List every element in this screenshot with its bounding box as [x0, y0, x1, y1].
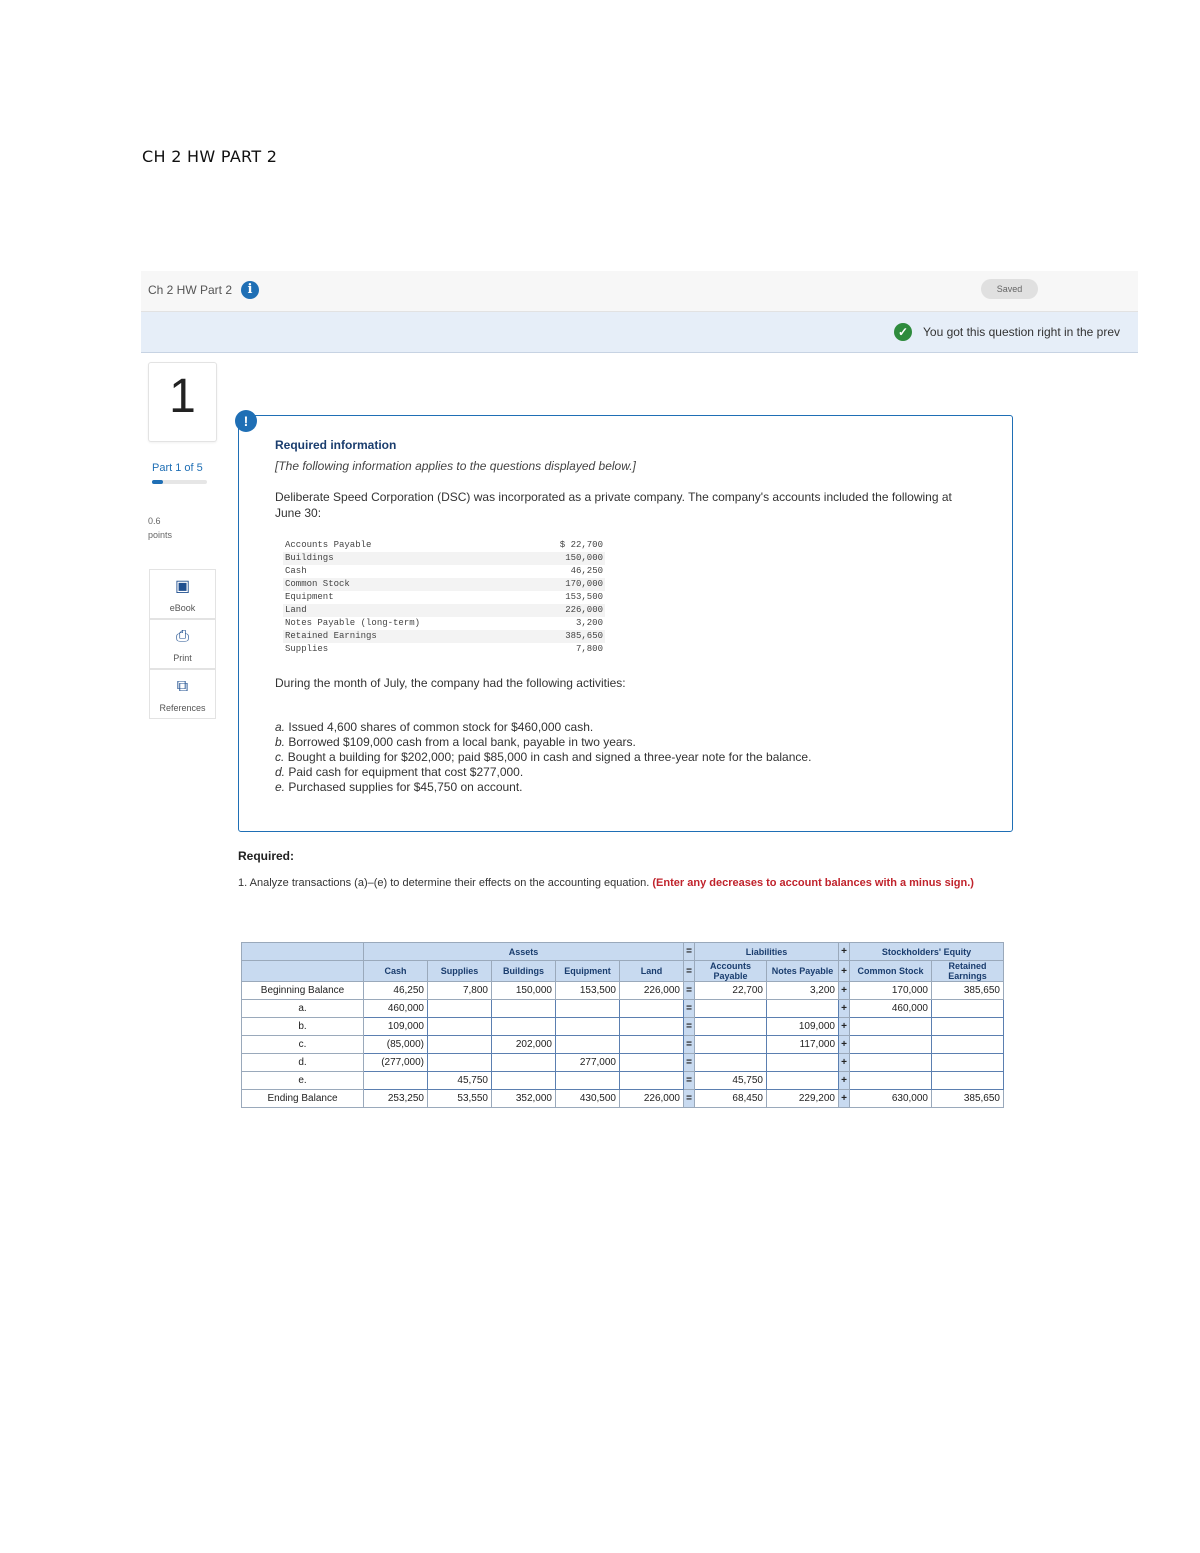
- equals-sign: =: [684, 1090, 695, 1108]
- cell-cash: 253,250: [364, 1090, 428, 1108]
- ebook-label: eBook: [169, 603, 196, 613]
- cell-buildings: 150,000: [492, 982, 556, 1000]
- col-common-stock: Common Stock: [850, 961, 932, 982]
- account-name: Retained Earnings: [283, 630, 523, 643]
- cell-land: 226,000: [620, 982, 684, 1000]
- activity-item: c. Bought a building for $202,000; paid $85,000 in cash and signed a three-year note for the balance.: [275, 750, 812, 764]
- account-row: [283, 552, 605, 565]
- cell-equipment[interactable]: [556, 1018, 620, 1036]
- print-label: Print: [173, 653, 192, 663]
- required-information-box: [238, 415, 1013, 832]
- cell-np: 229,200: [767, 1090, 839, 1108]
- part-label: Part 1 of 5: [152, 462, 203, 474]
- cell-ap: 22,700: [695, 982, 767, 1000]
- plus-sign: +: [839, 982, 850, 1000]
- company-intro: Deliberate Speed Corporation (DSC) was incorporated as a private company. The company's accounts included the following at June 30:: [275, 490, 952, 520]
- cell-supplies[interactable]: [428, 1054, 492, 1072]
- cell-ap[interactable]: [695, 1018, 767, 1036]
- cell-ap[interactable]: 45,750: [695, 1072, 767, 1090]
- plus-sign: +: [839, 1036, 850, 1054]
- cell-re[interactable]: [932, 1054, 1004, 1072]
- equals-sign: =: [684, 1054, 695, 1072]
- book-icon: ▣: [174, 578, 191, 595]
- cell-ap: 68,450: [695, 1090, 767, 1108]
- cell-re[interactable]: [932, 1018, 1004, 1036]
- account-row: [283, 578, 605, 591]
- cell-ap[interactable]: [695, 1036, 767, 1054]
- saved-status-badge: Saved: [981, 279, 1038, 299]
- cell-re[interactable]: [932, 1072, 1004, 1090]
- info-icon[interactable]: i: [241, 281, 259, 299]
- print-icon: ⎙: [176, 628, 189, 645]
- row-label: d.: [242, 1054, 364, 1072]
- cell-cs[interactable]: [850, 1072, 932, 1090]
- cell-cs: 630,000: [850, 1090, 932, 1108]
- plus-sign: +: [839, 961, 850, 982]
- cell-land[interactable]: [620, 1072, 684, 1090]
- liabilities-header: Liabilities: [695, 943, 839, 961]
- row-label: e.: [242, 1072, 364, 1090]
- col-cash: Cash: [364, 961, 428, 982]
- part-progress-bar: [152, 480, 207, 484]
- cell-np[interactable]: [767, 1000, 839, 1018]
- account-name: Cash: [285, 566, 307, 576]
- document-title: CH 2 HW PART 2: [142, 147, 278, 166]
- cell-equipment: 430,500: [556, 1090, 620, 1108]
- plus-sign: +: [839, 1000, 850, 1018]
- question-number-box: [148, 362, 217, 442]
- cell-re: 385,650: [932, 982, 1004, 1000]
- cell-cash: 46,250: [364, 982, 428, 1000]
- ebook-button[interactable]: [149, 569, 216, 619]
- cell-supplies[interactable]: [428, 1000, 492, 1018]
- account-row: [283, 604, 605, 617]
- references-icon: ⧉: [176, 678, 189, 695]
- cell-equipment: 153,500: [556, 982, 620, 1000]
- cell-np: 3,200: [767, 982, 839, 1000]
- col-notes-payable: Notes Payable: [767, 961, 839, 982]
- cell-supplies: 53,550: [428, 1090, 492, 1108]
- alert-icon: !: [235, 410, 257, 432]
- progress-fill: [152, 480, 163, 484]
- feedback-banner: [141, 312, 1138, 353]
- top-bar: [141, 271, 1138, 312]
- cell-land[interactable]: [620, 1036, 684, 1054]
- account-name: Land: [283, 604, 523, 617]
- col-retained-earnings: Retained Earnings: [932, 961, 1004, 982]
- equation-row: [242, 1036, 1004, 1054]
- equals-sign: =: [684, 982, 695, 1000]
- equals-sign: =: [684, 1018, 695, 1036]
- cell-cash[interactable]: [364, 1072, 428, 1090]
- cell-cash[interactable]: 109,000: [364, 1018, 428, 1036]
- cell-buildings[interactable]: [492, 1000, 556, 1018]
- equation-row: [242, 1018, 1004, 1036]
- account-row: [283, 539, 605, 552]
- cell-cs[interactable]: 460,000: [850, 1000, 932, 1018]
- plus-sign: +: [839, 943, 850, 961]
- accounts-table: [283, 539, 605, 656]
- cell-buildings[interactable]: [492, 1018, 556, 1036]
- during-text: During the month of July, the company had the following activities:: [275, 676, 626, 690]
- cell-re[interactable]: [932, 1000, 1004, 1018]
- cell-equipment[interactable]: [556, 1072, 620, 1090]
- activity-item: a. Issued 4,600 shares of common stock for $460,000 cash.: [275, 720, 594, 734]
- cell-buildings: 352,000: [492, 1090, 556, 1108]
- question-number: 1: [169, 370, 196, 423]
- account-amount: 3,200: [575, 618, 603, 628]
- required-info-title: Required information: [275, 438, 397, 452]
- account-name: Buildings: [283, 552, 523, 565]
- row-label: c.: [242, 1036, 364, 1054]
- account-row: [283, 617, 605, 630]
- equals-sign: =: [684, 1036, 695, 1054]
- feedback-text: You got this question right in the prev: [923, 325, 1121, 339]
- equation-row: [242, 1090, 1004, 1108]
- account-name: Common Stock: [283, 578, 523, 591]
- references-button[interactable]: [149, 669, 216, 719]
- cell-np[interactable]: [767, 1054, 839, 1072]
- plus-sign: +: [839, 1090, 850, 1108]
- account-amount: 7,800: [575, 644, 603, 654]
- assignment-title: Ch 2 HW Part 2: [148, 283, 233, 297]
- instruction-warning: (Enter any decreases to account balances with a minus sign.): [652, 877, 974, 889]
- account-row: [283, 591, 605, 604]
- col-accounts-payable: Accounts Payable: [695, 961, 767, 982]
- cell-cash[interactable]: 460,000: [364, 1000, 428, 1018]
- required-info-subtitle: [The following information applies to the questions displayed below.]: [275, 459, 636, 473]
- cell-buildings[interactable]: [492, 1054, 556, 1072]
- cell-cash[interactable]: (277,000): [364, 1054, 428, 1072]
- cell-ap[interactable]: [695, 1000, 767, 1018]
- cell-supplies: 7,800: [428, 982, 492, 1000]
- activity-item: d. Paid cash for equipment that cost $277,000.: [275, 765, 524, 779]
- account-row: [283, 643, 605, 656]
- col-land: Land: [620, 961, 684, 982]
- cell-buildings[interactable]: [492, 1072, 556, 1090]
- row-label: a.: [242, 1000, 364, 1018]
- cell-supplies[interactable]: [428, 1036, 492, 1054]
- cell-supplies[interactable]: 45,750: [428, 1072, 492, 1090]
- cell-re: 385,650: [932, 1090, 1004, 1108]
- account-name: Equipment: [285, 592, 334, 602]
- cell-cs[interactable]: [850, 1018, 932, 1036]
- references-label: References: [159, 703, 206, 713]
- plus-sign: +: [839, 1072, 850, 1090]
- row-label: b.: [242, 1018, 364, 1036]
- equals-sign: =: [684, 1000, 695, 1018]
- homework-screenshot: [141, 271, 1138, 1131]
- account-amount: 153,500: [565, 592, 603, 602]
- account-amount: 170,000: [523, 578, 605, 591]
- print-button[interactable]: [149, 619, 216, 669]
- cell-equipment[interactable]: [556, 1000, 620, 1018]
- equation-row: [242, 982, 1004, 1000]
- required-instruction: 1. Analyze transactions (a)–(e) to determine their effects on the accounting equation. (Enter any decreases to account balances with a minus sign.): [238, 877, 974, 889]
- activity-item: e. Purchased supplies for $45,750 on account.: [275, 780, 523, 794]
- cell-supplies[interactable]: [428, 1018, 492, 1036]
- account-amount: 226,000: [523, 604, 605, 617]
- required-label: Required:: [238, 849, 295, 863]
- accounting-equation-table: [241, 942, 1004, 1108]
- col-supplies: Supplies: [428, 961, 492, 982]
- account-name: Notes Payable (long-term): [285, 618, 421, 628]
- account-amount: 150,000: [523, 552, 605, 565]
- cell-cash[interactable]: (85,000): [364, 1036, 428, 1054]
- equals-sign: =: [684, 1072, 695, 1090]
- account-amount: $ 22,700: [559, 540, 603, 550]
- equation-row: [242, 1000, 1004, 1018]
- activities-list: [275, 720, 811, 795]
- assets-header: Assets: [364, 943, 684, 961]
- col-equipment: Equipment: [556, 961, 620, 982]
- equals-sign: =: [684, 943, 695, 961]
- equation-row: [242, 1072, 1004, 1090]
- col-buildings: Buildings: [492, 961, 556, 982]
- row-label: Beginning Balance: [242, 982, 364, 1000]
- cell-land[interactable]: [620, 1018, 684, 1036]
- activity-item: b. Borrowed $109,000 cash from a local bank, payable in two years.: [275, 735, 636, 749]
- account-row: [283, 630, 605, 643]
- cell-re[interactable]: [932, 1036, 1004, 1054]
- cell-equipment[interactable]: 277,000: [556, 1054, 620, 1072]
- equation-row: [242, 1054, 1004, 1072]
- cell-land[interactable]: [620, 1000, 684, 1018]
- account-name: Accounts Payable: [285, 540, 372, 550]
- plus-sign: +: [839, 1054, 850, 1072]
- account-amount: 46,250: [570, 566, 603, 576]
- cell-np[interactable]: 117,000: [767, 1036, 839, 1054]
- cell-np[interactable]: [767, 1072, 839, 1090]
- check-circle-icon: ✓: [894, 323, 912, 341]
- points-label: points: [148, 530, 173, 540]
- cell-equipment[interactable]: [556, 1036, 620, 1054]
- account-name: Supplies: [285, 644, 329, 654]
- cell-cs[interactable]: [850, 1054, 932, 1072]
- cell-cs: 170,000: [850, 982, 932, 1000]
- cell-land[interactable]: [620, 1054, 684, 1072]
- row-label: Ending Balance: [242, 1090, 364, 1108]
- points-value: 0.6: [148, 516, 161, 526]
- cell-np[interactable]: 109,000: [767, 1018, 839, 1036]
- cell-cs[interactable]: [850, 1036, 932, 1054]
- equals-sign: =: [684, 961, 695, 982]
- equity-header: Stockholders' Equity: [850, 943, 1004, 961]
- cell-buildings[interactable]: 202,000: [492, 1036, 556, 1054]
- account-amount: 385,650: [523, 630, 605, 643]
- cell-ap[interactable]: [695, 1054, 767, 1072]
- cell-land: 226,000: [620, 1090, 684, 1108]
- plus-sign: +: [839, 1018, 850, 1036]
- account-row: [283, 565, 605, 578]
